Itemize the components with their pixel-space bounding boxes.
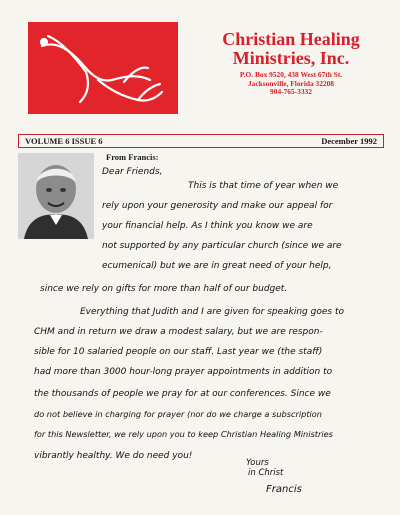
letter-line: vibrantly healthy. We do need you!: [34, 451, 193, 461]
org-name-line2: Ministries, Inc.: [232, 48, 350, 68]
phone-number: 904-765-3332: [270, 87, 312, 97]
letter-line: for this Newsletter, we rely upon you to keep Christian Healing Ministries: [34, 429, 333, 439]
org-header: [196, 30, 386, 97]
letter-line: not supported by any particular church (since we are: [102, 241, 342, 251]
healing-figure-logo-icon: [28, 22, 178, 114]
issue-bar: [18, 134, 384, 148]
author-photo: [18, 153, 94, 239]
closing-yours: Yours: [246, 458, 269, 468]
letter-line: had more than 3000 hour-long prayer appointments in addition to: [34, 367, 333, 377]
ministry-logo: [28, 22, 178, 114]
letter-line: ecumenical) but we are in great need of your help,: [102, 261, 332, 271]
address-line1: P.O. Box 9520, 438 West 67th St.: [239, 70, 343, 79]
org-name-line1: Christian Healing: [222, 29, 360, 49]
letter-line: rely upon your generosity and make our appeal for: [102, 201, 333, 211]
volume-issue: VOLUME 6 ISSUE 6: [25, 136, 103, 146]
letter-line: CHM and in return we draw a modest salary, but we are respon-: [34, 327, 323, 337]
letter-line: Everything that Judith and I are given for speaking goes to: [80, 307, 344, 317]
letter-line: This is that time of year when we: [188, 181, 339, 191]
letter-greeting: Dear Friends,: [102, 167, 163, 177]
signature: Francis: [266, 484, 302, 495]
letter-from: From Francis:: [106, 152, 159, 162]
letter-line: sible for 10 salaried people on our staff. Last year we (the staff): [34, 347, 323, 357]
address-line2: Jacksonville, Florida 32208: [247, 78, 335, 88]
issue-date: December 1992: [321, 136, 377, 146]
letter-line: your financial help. As I think you know we are: [102, 221, 313, 231]
closing-in-christ: in Christ: [248, 468, 284, 478]
letter-line: do not believe in charging for prayer (nor do we charge a subscription: [34, 409, 322, 419]
letter-line: the thousands of people we pray for at our conferences. Since we: [34, 389, 331, 399]
letter-line: since we rely on gifts for more than half of our budget.: [40, 284, 288, 294]
